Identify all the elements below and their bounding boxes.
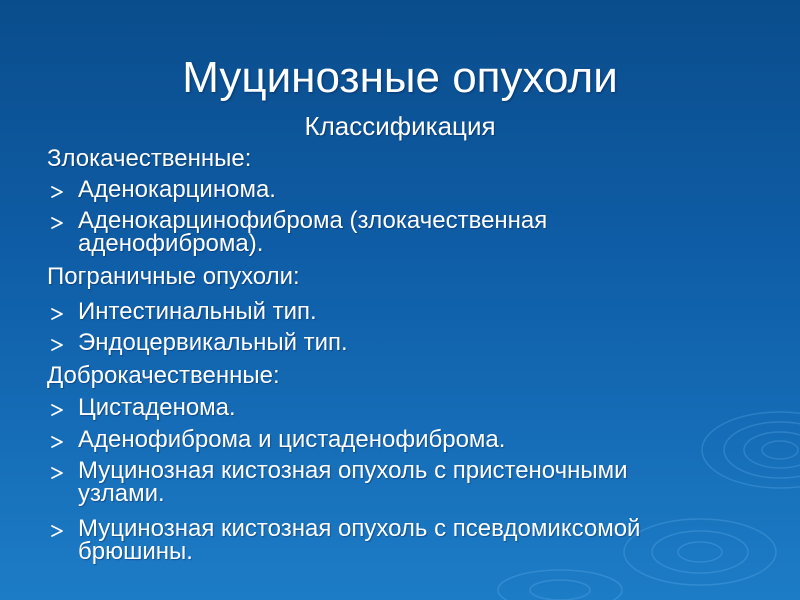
section-heading-benign: Доброкачественные: xyxy=(47,362,280,389)
list-item-text: Аденофиброма и цистаденофиброма. xyxy=(78,426,506,453)
list-item-text-line-1: Муцинозная кистозная опухоль с пристеночными xyxy=(78,457,628,484)
list-item-text: Интестинальный тип. xyxy=(78,298,317,325)
section-heading-malignant: Злокачественные: xyxy=(47,145,252,172)
arrowhead-bullet-icon xyxy=(50,307,64,321)
arrowhead-bullet-icon xyxy=(50,338,64,352)
arrowhead-bullet-icon xyxy=(50,216,64,230)
list-item-text-line-2: брюшины. xyxy=(78,538,193,565)
arrowhead-bullet-icon xyxy=(50,403,64,417)
list-item-text: Аденокарцинома. xyxy=(78,176,276,203)
list-item-text-line-1: Аденокарцинофиброма (злокачественная xyxy=(78,207,548,234)
arrowhead-bullet-icon xyxy=(50,185,64,199)
arrowhead-bullet-icon xyxy=(50,435,64,449)
list-item-text-line-2: узлами. xyxy=(78,480,165,507)
list-item-text-line-2: аденофиброма). xyxy=(78,230,264,257)
arrowhead-bullet-icon xyxy=(50,466,64,480)
list-item-text: Эндоцервикальный тип. xyxy=(78,329,348,356)
section-heading-borderline: Пограничные опухоли: xyxy=(47,263,300,290)
list-item-text-line-1: Муцинозная кистозная опухоль с псевдомиксомой xyxy=(78,515,641,542)
arrowhead-bullet-icon xyxy=(50,524,64,538)
slide-subtitle: Классификация xyxy=(304,111,496,141)
slide-title: Муцинозные опухоли xyxy=(182,53,618,102)
list-item-text: Цистаденома. xyxy=(78,394,236,421)
